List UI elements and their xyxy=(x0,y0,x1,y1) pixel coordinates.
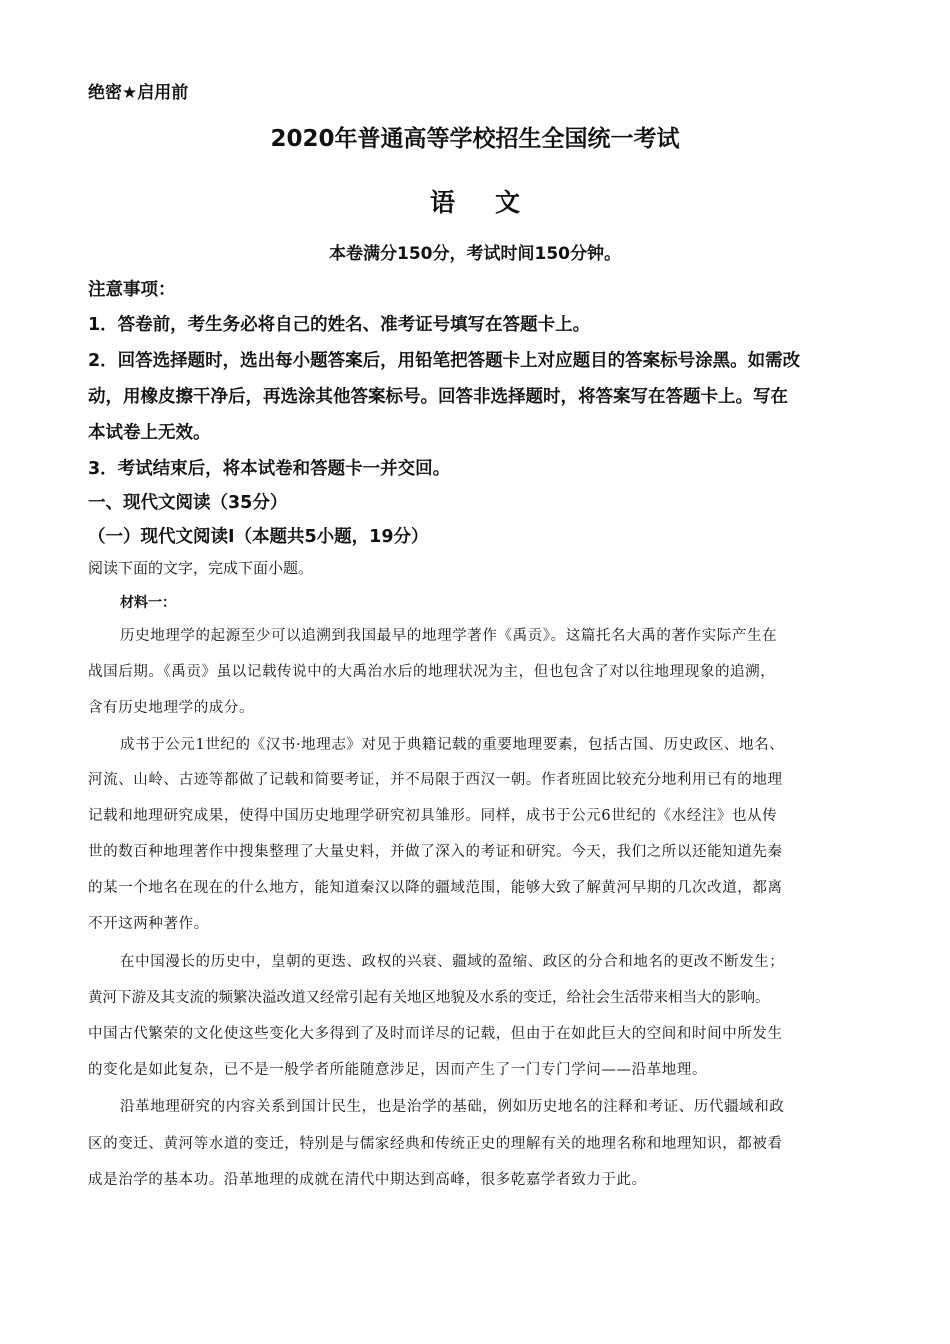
passage-line: 区的变迁、黄河等水道的变迁，特别是与儒家经典和传统正史的理解有关的地理名称和地理知识，都被看 xyxy=(88,1136,783,1152)
score-note: 本卷满分150分，考试时间150分钟。 xyxy=(329,244,621,264)
passage-line: 成是治学的基本功。沿革地理的成就在清代中期达到高峰，很多乾嘉学者致力于此。 xyxy=(88,1172,647,1188)
section-title: 一、现代文阅读（35分） xyxy=(88,493,288,513)
notice-line: 1．答卷前，考生务必将自己的姓名、准考证号填写在答题卡上。 xyxy=(88,315,591,335)
passage-line: 含有历史地理学的成分。 xyxy=(88,700,255,716)
passage-line: 黄河下游及其支流的频繁决溢改道又经常引起有关地区地貌及水系的变迁，给社会生活带来相当大的影响。 xyxy=(88,990,770,1006)
exam-title: 2020年普通高等学校招生全国统一考试 xyxy=(270,126,680,152)
passage-line: 沿革地理研究的内容关系到国计民生，也是治学的基础，例如历史地名的注释和考证、历代疆域和政 xyxy=(120,1099,785,1115)
notice-line: 3．考试结束后，将本试卷和答题卡一并交回。 xyxy=(88,459,451,479)
passage-line: 不开这两种著作。 xyxy=(88,916,209,932)
notice-line: 本试卷上无效。 xyxy=(88,423,211,443)
passage-line: 成书于公元1世纪的《汉书·地理志》对见于典籍记载的重要地理要素，包括古国、历史政区、地名、 xyxy=(120,737,785,753)
passage-line: 世的数百种地理著作中搜集整理了大量史料，并做了深入的考证和研究。今天，我们之所以还能知道先秦 xyxy=(88,844,783,860)
passage-line: 中国古代繁荣的文化使这些变化大多得到了及时而详尽的记载，但由于在如此巨大的空间和时间中所发生 xyxy=(88,1026,783,1042)
notice-line: 动，用橡皮擦干净后，再选涂其他答案标号。回答非选择题时，将答案写在答题卡上。写在 xyxy=(88,387,788,407)
material-label: 材料一： xyxy=(120,595,176,611)
reading-instruction: 阅读下面的文字，完成下面小题。 xyxy=(88,559,314,577)
passage-line: 历史地理学的起源至少可以追溯到我国最早的地理学著作《禹贡》。这篇托名大禹的著作实际产生在 xyxy=(120,628,778,644)
passage-line: 战国后期。《禹贡》虽以记载传说中的大禹治水后的地理状况为主，但也包含了对以往地理现象的追溯， xyxy=(88,664,776,680)
confidential-label: 绝密★启用前 xyxy=(88,83,189,103)
passage-line: 河流、山岭、古迹等都做了记载和简要考证，并不局限于西汉一朝。作者班固比较充分地利用已有的地理 xyxy=(88,772,783,788)
notice-title: 注意事项： xyxy=(88,280,176,300)
notice-line: 2．回答选择题时，选出每小题答案后，用铅笔把答题卡上对应题目的答案标号涂黑。如需改 xyxy=(88,351,801,371)
passage-line: 记载和地理研究成果，使得中国历史地理学研究初具雏形。同样，成书于公元6世纪的《水经注》也从传 xyxy=(88,808,778,824)
passage-line: 在中国漫长的历史中，皇朝的更迭、政权的兴衰、疆域的盈缩、政区的分合和地名的更改不断发生； xyxy=(120,954,785,970)
subsection-title: （一）现代文阅读Ⅰ（本题共5小题，19分） xyxy=(88,527,429,547)
subject-title: 语文 xyxy=(429,188,560,217)
passage-line: 的变化是如此复杂，已不是一般学者所能随意涉足，因而产生了一门专门学问——沿革地理。 xyxy=(88,1062,708,1078)
passage-line: 的某一个地名在现在的什么地方，能知道秦汉以降的疆域范围，能够大致了解黄河早期的几次改道，都离 xyxy=(88,880,783,896)
